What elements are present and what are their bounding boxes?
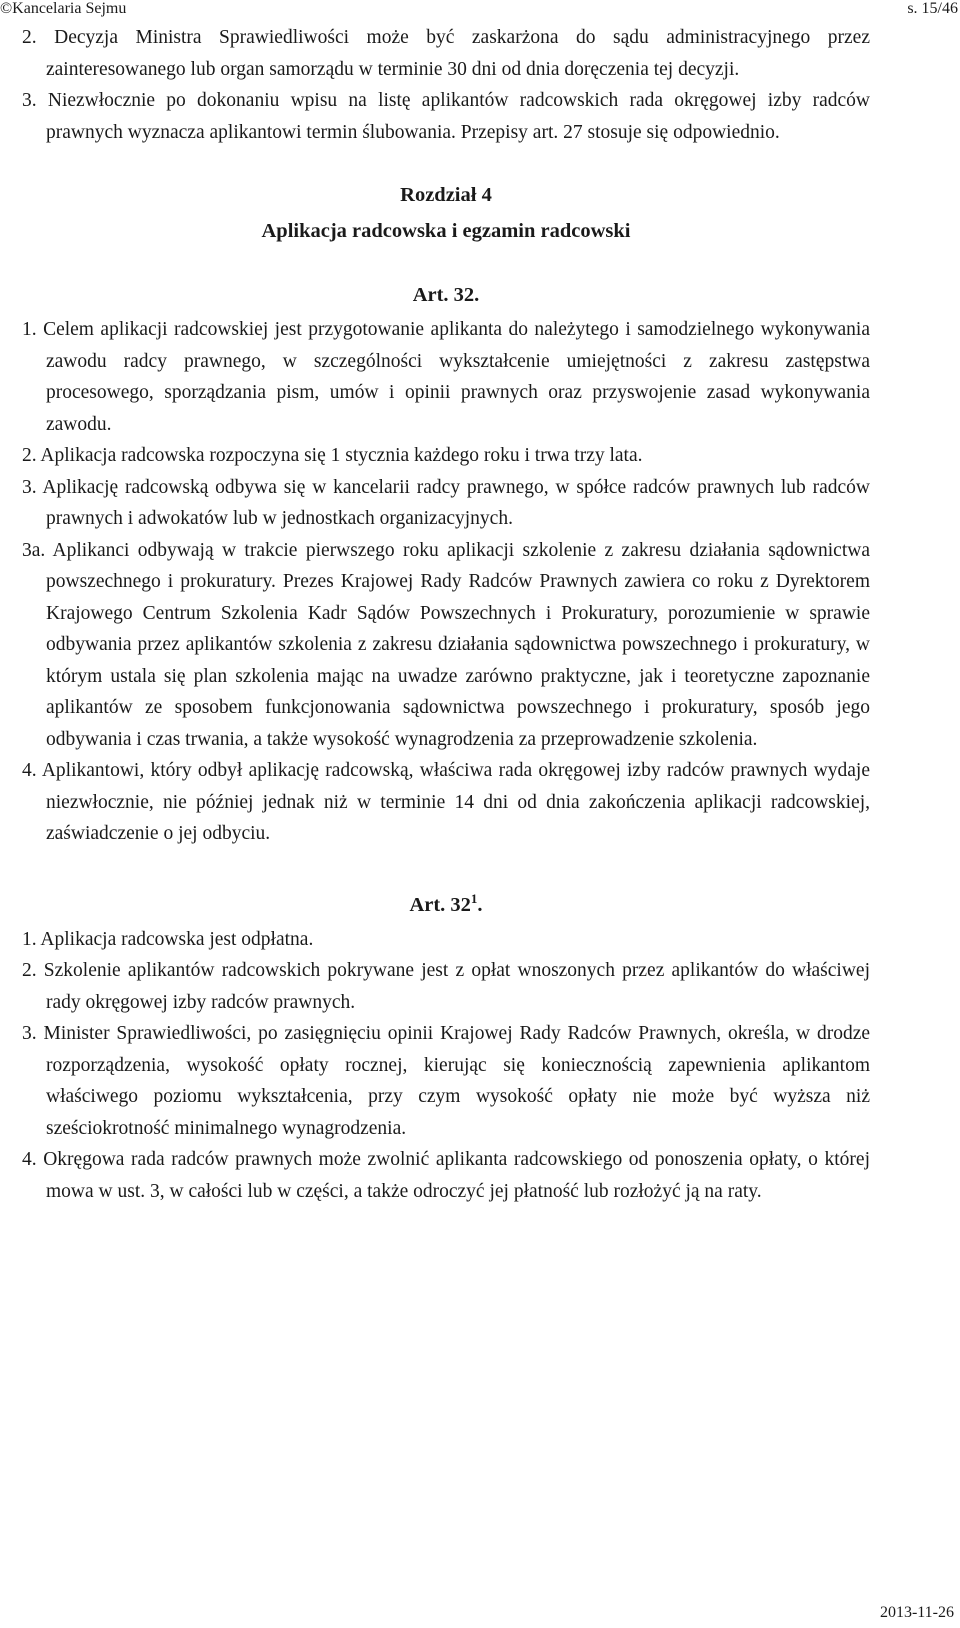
- paragraph: 2. Decyzja Ministra Sprawiedliwości może być zaskarżona do sądu administracyjnego przez zainteresowanego lub organ samorządu w terminie 30 dni od dnia doręczenia tej decyzji.: [22, 27, 870, 80]
- chapter-title: Aplikacja radcowska i egzamin radcowski: [261, 220, 631, 242]
- article-superscript: 1: [470, 890, 478, 906]
- document-content: [22, 22, 870, 1207]
- paragraph: 2. Szkolenie aplikantów radcowskich pokrywane jest z opłat wnoszonych przez aplikantów do właściwej rady okręgowej izby radców prawnych.: [22, 960, 870, 1013]
- paragraph: 1. Aplikacja radcowska jest odpłatna.: [22, 928, 314, 950]
- footer-date: 2013-11-26: [879, 1604, 954, 1621]
- paragraph: 1. Celem aplikacji radcowskiej jest przygotowanie aplikanta do należytego i samodzielnego wykonywania zawodu radcy prawnego, w szczególności wykształcenie umiejętności z zakresu zastępstwa procesowego, sporządzania pism, umów i opinii prawnych oraz przyswojenie zasad wykonywania zawodu.: [22, 319, 870, 435]
- paragraph: 2. Aplikacja radcowska rozpoczyna się 1 stycznia każdego roku i trwa trzy lata.: [22, 445, 643, 466]
- paragraph: 4. Aplikantowi, który odbył aplikację radcowską, właściwa rada okręgowej izby radców prawnych wydaje niezwłocznie, nie później jednak niż w terminie 14 dni od dnia zakończenia aplikacji radcowskiej, zaświadczenie o jej odbyciu.: [22, 760, 870, 844]
- article-title: [22, 888, 870, 922]
- paragraph: 3. Aplikację radcowską odbywa się w kancelarii radcy prawnego, w spółce radców prawnych lub radców prawnych i adwokatów lub w jednostkach organizacyjnych.: [22, 476, 870, 529]
- paragraph: 3a. Aplikanci odbywają w trakcie pierwszego roku aplikacji szkolenie z zakresu działania sądownictwa powszechnego i prokuratury. Prezes Krajowej Rady Radców Prawnych zawiera co roku z Dyrektorem Krajowego Centrum Szkolenia Kadr Sądów Powszechnych i Prokuratury, porozumienie w sprawie odbywania przez aplikantów szkolenia z zakresu działania sądownictwa powszechnego i prokuratury, w którym ustala się plan szkolenia mając na uwadze zarówno praktyczne, jak i teoretyczne zapoznanie aplikantów ze sposobem funkcjonowania sądownictwa powszechnego i prokuratury, sposób jego odbywania i czas trwania, a także wysokość wynagrodzenia za przeprowadzenie szkolenia.: [22, 539, 870, 750]
- paragraph: 4. Okręgowa rada radców prawnych może zwolnić aplikanta radcowskiego od ponoszenia opłaty, o której mowa w ust. 3, w całości lub w części, a także odroczyć jej płatność lub rozłożyć ją na raty.: [22, 1149, 870, 1202]
- article-title-suffix: .: [477, 893, 483, 916]
- header-source: ©Kancelaria Sejmu: [0, 0, 127, 17]
- paragraph: 3. Minister Sprawiedliwości, po zasięgnięciu opinii Krajowej Rady Radców Prawnych, określa, w drodze rozporządzenia, wysokość opłaty rocznej, kierując się koniecznością zapewnienia aplikantom właściwego poziomu wykształcenia, przy czym wysokość opłaty nie może być wyższa niż sześciokrotność minimalnego wynagrodzenia.: [22, 1023, 870, 1139]
- article-title: Art. 32.: [412, 284, 480, 306]
- article-title-text: Art. 32: [409, 893, 471, 916]
- paragraph: 3. Niezwłocznie po dokonaniu wpisu na listę aplikantów radcowskich rada okręgowej izby radców prawnych wyznacza aplikantowi termin ślubowania. Przepisy art. 27 stosuje się odpowiednio.: [22, 90, 870, 143]
- header-page-number: s. 15/46: [907, 0, 958, 17]
- chapter-number: Rozdział 4: [400, 184, 492, 206]
